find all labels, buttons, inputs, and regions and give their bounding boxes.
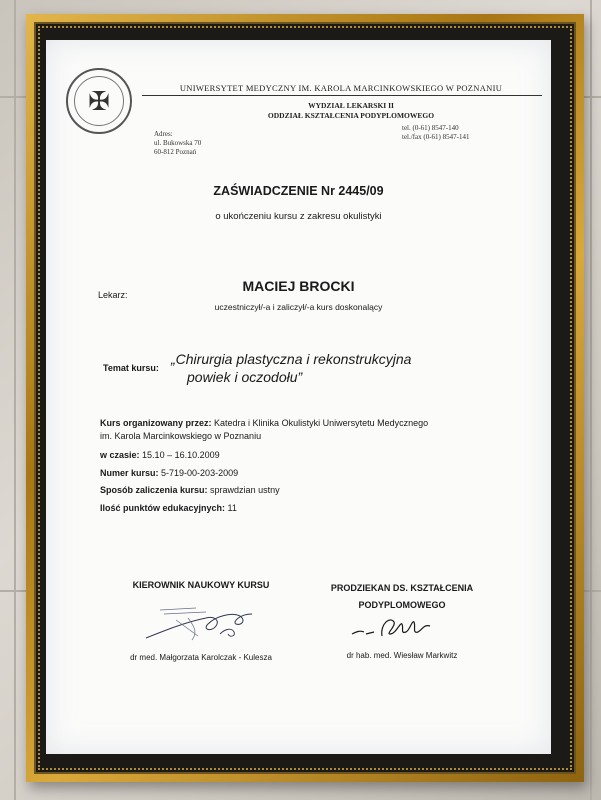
right-signature-title-line-1: PRODZIEKAN DS. KSZTAŁCENIA [330, 583, 474, 593]
left-signatory-name: dr med. Małgorzata Karolczak - Kulesza [130, 653, 272, 662]
organizer-value-1: Katedra i Klinika Okulistyki Uniwersytetu Medycznego [214, 418, 429, 428]
doctor-label: Lekarz: [98, 290, 128, 300]
wall-tile-seam [590, 0, 592, 800]
wall-tile-seam [14, 0, 16, 800]
method-label: Sposób zaliczenia kursu: [100, 485, 208, 495]
right-handwritten-signature [346, 612, 436, 642]
time-row [100, 447, 520, 465]
time-label: w czasie: [100, 450, 140, 460]
right-signature-title [304, 580, 500, 614]
phone-number: tel. (0-61) 8547-140 [402, 124, 459, 132]
certificate-title: ZAŚWIADCZENIE Nr 2445/09 [213, 184, 384, 198]
time-value: 15.10 – 16.10.2009 [142, 450, 220, 460]
certificate-subtitle: o ukończeniu kursu z zakresu okulistyki [215, 211, 382, 222]
university-seal [66, 68, 132, 134]
fax-number: tel./fax (0-61) 8547-141 [402, 133, 470, 141]
eagle-icon: ✠ [88, 86, 110, 116]
phone-block [402, 124, 469, 142]
university-name: UNIWERSYTET MEDYCZNY IM. KAROLA MARCINKOWSKIEGO W POZNANIU [179, 83, 503, 93]
faculty-block [206, 101, 496, 121]
points-row [100, 500, 520, 518]
method-row [100, 482, 520, 500]
left-handwritten-signature [136, 600, 266, 650]
header-divider [142, 95, 542, 96]
topic-label: Temat kursu: [103, 363, 159, 373]
completion-text: uczestniczył/-a i zaliczył/-a kurs doskonalący [214, 302, 383, 312]
number-row [100, 465, 520, 483]
course-topic [171, 350, 531, 386]
organizer-row [100, 417, 520, 443]
address-street: ul. Bukowska 70 [154, 139, 202, 147]
department-name: ODDZIAŁ KSZTAŁCENIA PODYPLOMOWEGO [267, 111, 435, 120]
points-label: Ilość punktów edukacyjnych: [100, 502, 226, 513]
address-block [154, 130, 201, 157]
faculty-name: WYDZIAŁ LEKARSKI II [308, 101, 394, 110]
organizer-label: Kurs organizowany przez: [100, 418, 212, 428]
topic-line-2: powiek i oczodołu” [187, 369, 303, 385]
certificate-document [46, 40, 551, 754]
address-city: 60-812 Poznań [154, 148, 197, 156]
organizer-value-2: im. Karola Marcinkowskiego w Poznaniu [100, 431, 262, 441]
right-signatory-name: dr hab. med. Wiesław Markwitz [346, 651, 458, 660]
address-label: Adres: [154, 130, 173, 138]
right-signature-title-line-2: PODYPLOMOWEGO [358, 600, 446, 610]
topic-line-1: „Chirurgia plastyczna i rekonstrukcyjna [171, 351, 412, 367]
doctor-name: MACIEJ BROCKI [242, 278, 355, 294]
points-value: 11 [227, 502, 237, 513]
method-value: sprawdzian ustny [210, 485, 280, 495]
course-details [100, 417, 520, 517]
number-value: 5-719-00-203-2009 [161, 467, 239, 478]
number-label: Numer kursu: [100, 467, 159, 478]
left-signature-title: KIEROWNIK NAUKOWY KURSU [132, 580, 270, 590]
